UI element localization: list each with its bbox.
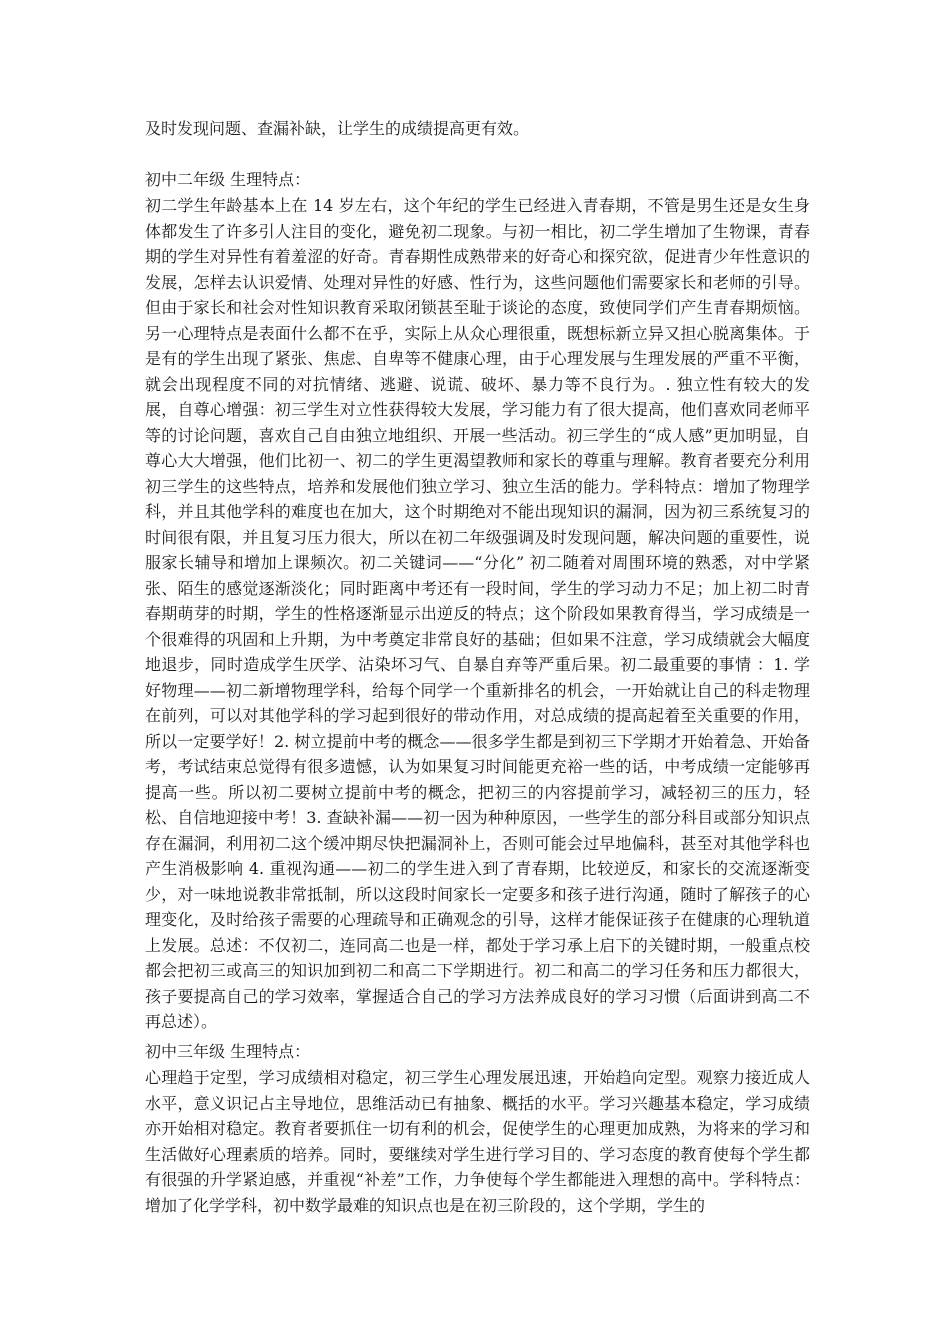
grade-three-heading: 初中三年级 生理特点： — [145, 1042, 311, 1061]
grade-three-body: 心理趋于定型，学习成绩相对稳定，初三学生心理发展迅速，开始趋向定型。观察力接近成人水平，意义识记占主导地位，思维活动已有抽象、概括的水平。学习兴趣基本稳定，学习成绩亦开始相对稳定。教育者要抓住一切有利的机会，促使学生的心理更加成熟，为将来的学习和生活做好心理素质的培养。同时，要继续对学生进行学习目的、学习态度的教育使每个学生都有很强的升学紧迫感，并重视“补差”工作，力争使每个学生都能进入理想的高中。学科特点：增加了化学学科，初中数学最难的知识点也是在初三阶段的，这个学期，学生的 — [145, 1068, 810, 1215]
intro-paragraph: 及时发现问题、查漏补缺，让学生的成绩提高更有效。 — [145, 119, 530, 138]
grade-two-heading: 初中二年级 生理特点： — [145, 170, 311, 189]
grade-two-body: 初二学生年龄基本上在 14 岁左右，这个年纪的学生已经进入青春期，不管是男生还是女生身体都发生了许多引人注目的变化，避免初二现象。与初一相比，初二学生增加了生物课，青春期的学生对异性有着羞涩的好奇。青春期性成熟带来的好奇心和探究欲，促进青少年性意识的发展，怎样去认识爱情、处理对异性的好感、性行为，这些问题他们需要家长和老师的引导。但由于家长和社会对性知识教育采取闭锁甚至耻于谈论的态度，致使同学们产生青春期烦恼。另一心理特点是表面什么都不在乎，实际上从众心理很重，既想标新立异又担心脱离集体。于是有的学生出现了紧张、焦虑、自卑等不健康心理，由于心理发展与生理发展的严重不平衡，就会出现程度不同的对抗情绪、逃避、说谎、破坏、暴力等不良行为。. 独立性有较大的发展，自尊心增强：初三学生对立性获得较大发展，学习能力有了很大提高，他们喜欢同老师平等的讨论问题，喜欢自己自由独立地组织、开展一些活动。初三学生的“成人感”更加明显，自尊心大大增强，他们比初一、初二的学生更渴望教师和家长的尊重与理解。教育者要充分利用初三学生的这些特点，培养和发展他们独立学习、独立生活的能力。学科特点：增加了物理学科，并且其他学科的难度也在加大，这个时期绝对不能出现知识的漏洞，因为初三系统复习的时间很有限，并且复习压力很大，所以在初二年级强调及时发现问题，解决问题的重要性，说服家长辅导和增加上课频次。初二关键词——“分化” 初二随着对周围环境的熟悉，对中学紧张、陌生的感觉逐渐淡化；同时距离中考还有一段时间，学生的学习动力不足；加上初二时青春期萌芽的时期，学生的性格逐渐显示出逆反的特点；这个阶段如果教育得当，学习成绩是一个很难得的巩固和上升期，为中考奠定非常良好的基础；但如果不注意，学习成绩就会大幅度地退步，同时造成学生厌学、沾染坏习气、自暴自弃等严重后果。初二最重要的事情 ：1. 学好物理——初二新增物理学科，给每个同学一个重新排名的机会，一开始就让自己的科走物理在前列，可以对其他学科的学习起到很好的带动作用，对总成绩的提高起着至关重要的作用，所以一定要学好！2. 树立提前中考的概念——很多学生都是到初三下学期才开始着急、开始备考，考试结束总觉得有很多遗憾，认为如果复习时间能更充裕一些的话，中考成绩一定能够再提高一些。所以初二要树立提前中考的概念，把初三的内容提前学习，减轻初三的压力，轻松、自信地迎接中考！3. 查缺补漏——初一因为种种原因，一些学生的部分科目或部分知识点存在漏洞，利用初二这个缓冲期尽快把漏洞补上，否则可能会过早地偏科，甚至对其他学科也产生消极影响 4. 重视沟通——初二的学生进入到了青春期，比较逆反，和家长的交流逐渐变少，对一味地说教非常抵制，所以这段时间家长一定要多和孩子进行沟通，随时了解孩子的心理变化，及时给孩子需要的心理疏导和正确观念的引导，这样才能保证孩子在健康的心理轨道上发展。总述：不仅初二，连同高二也是一样，都处于学习承上启下的关键时期，一般重点校都会把初三或高三的知识加到初二和高二下学期进行。初二和高二的学习任务和压力都很大，孩子要提高自己的学习效率，掌握适合自己的学习方法养成良好的学习习惯（后面讲到高二不再总述）。 — [145, 196, 810, 1031]
